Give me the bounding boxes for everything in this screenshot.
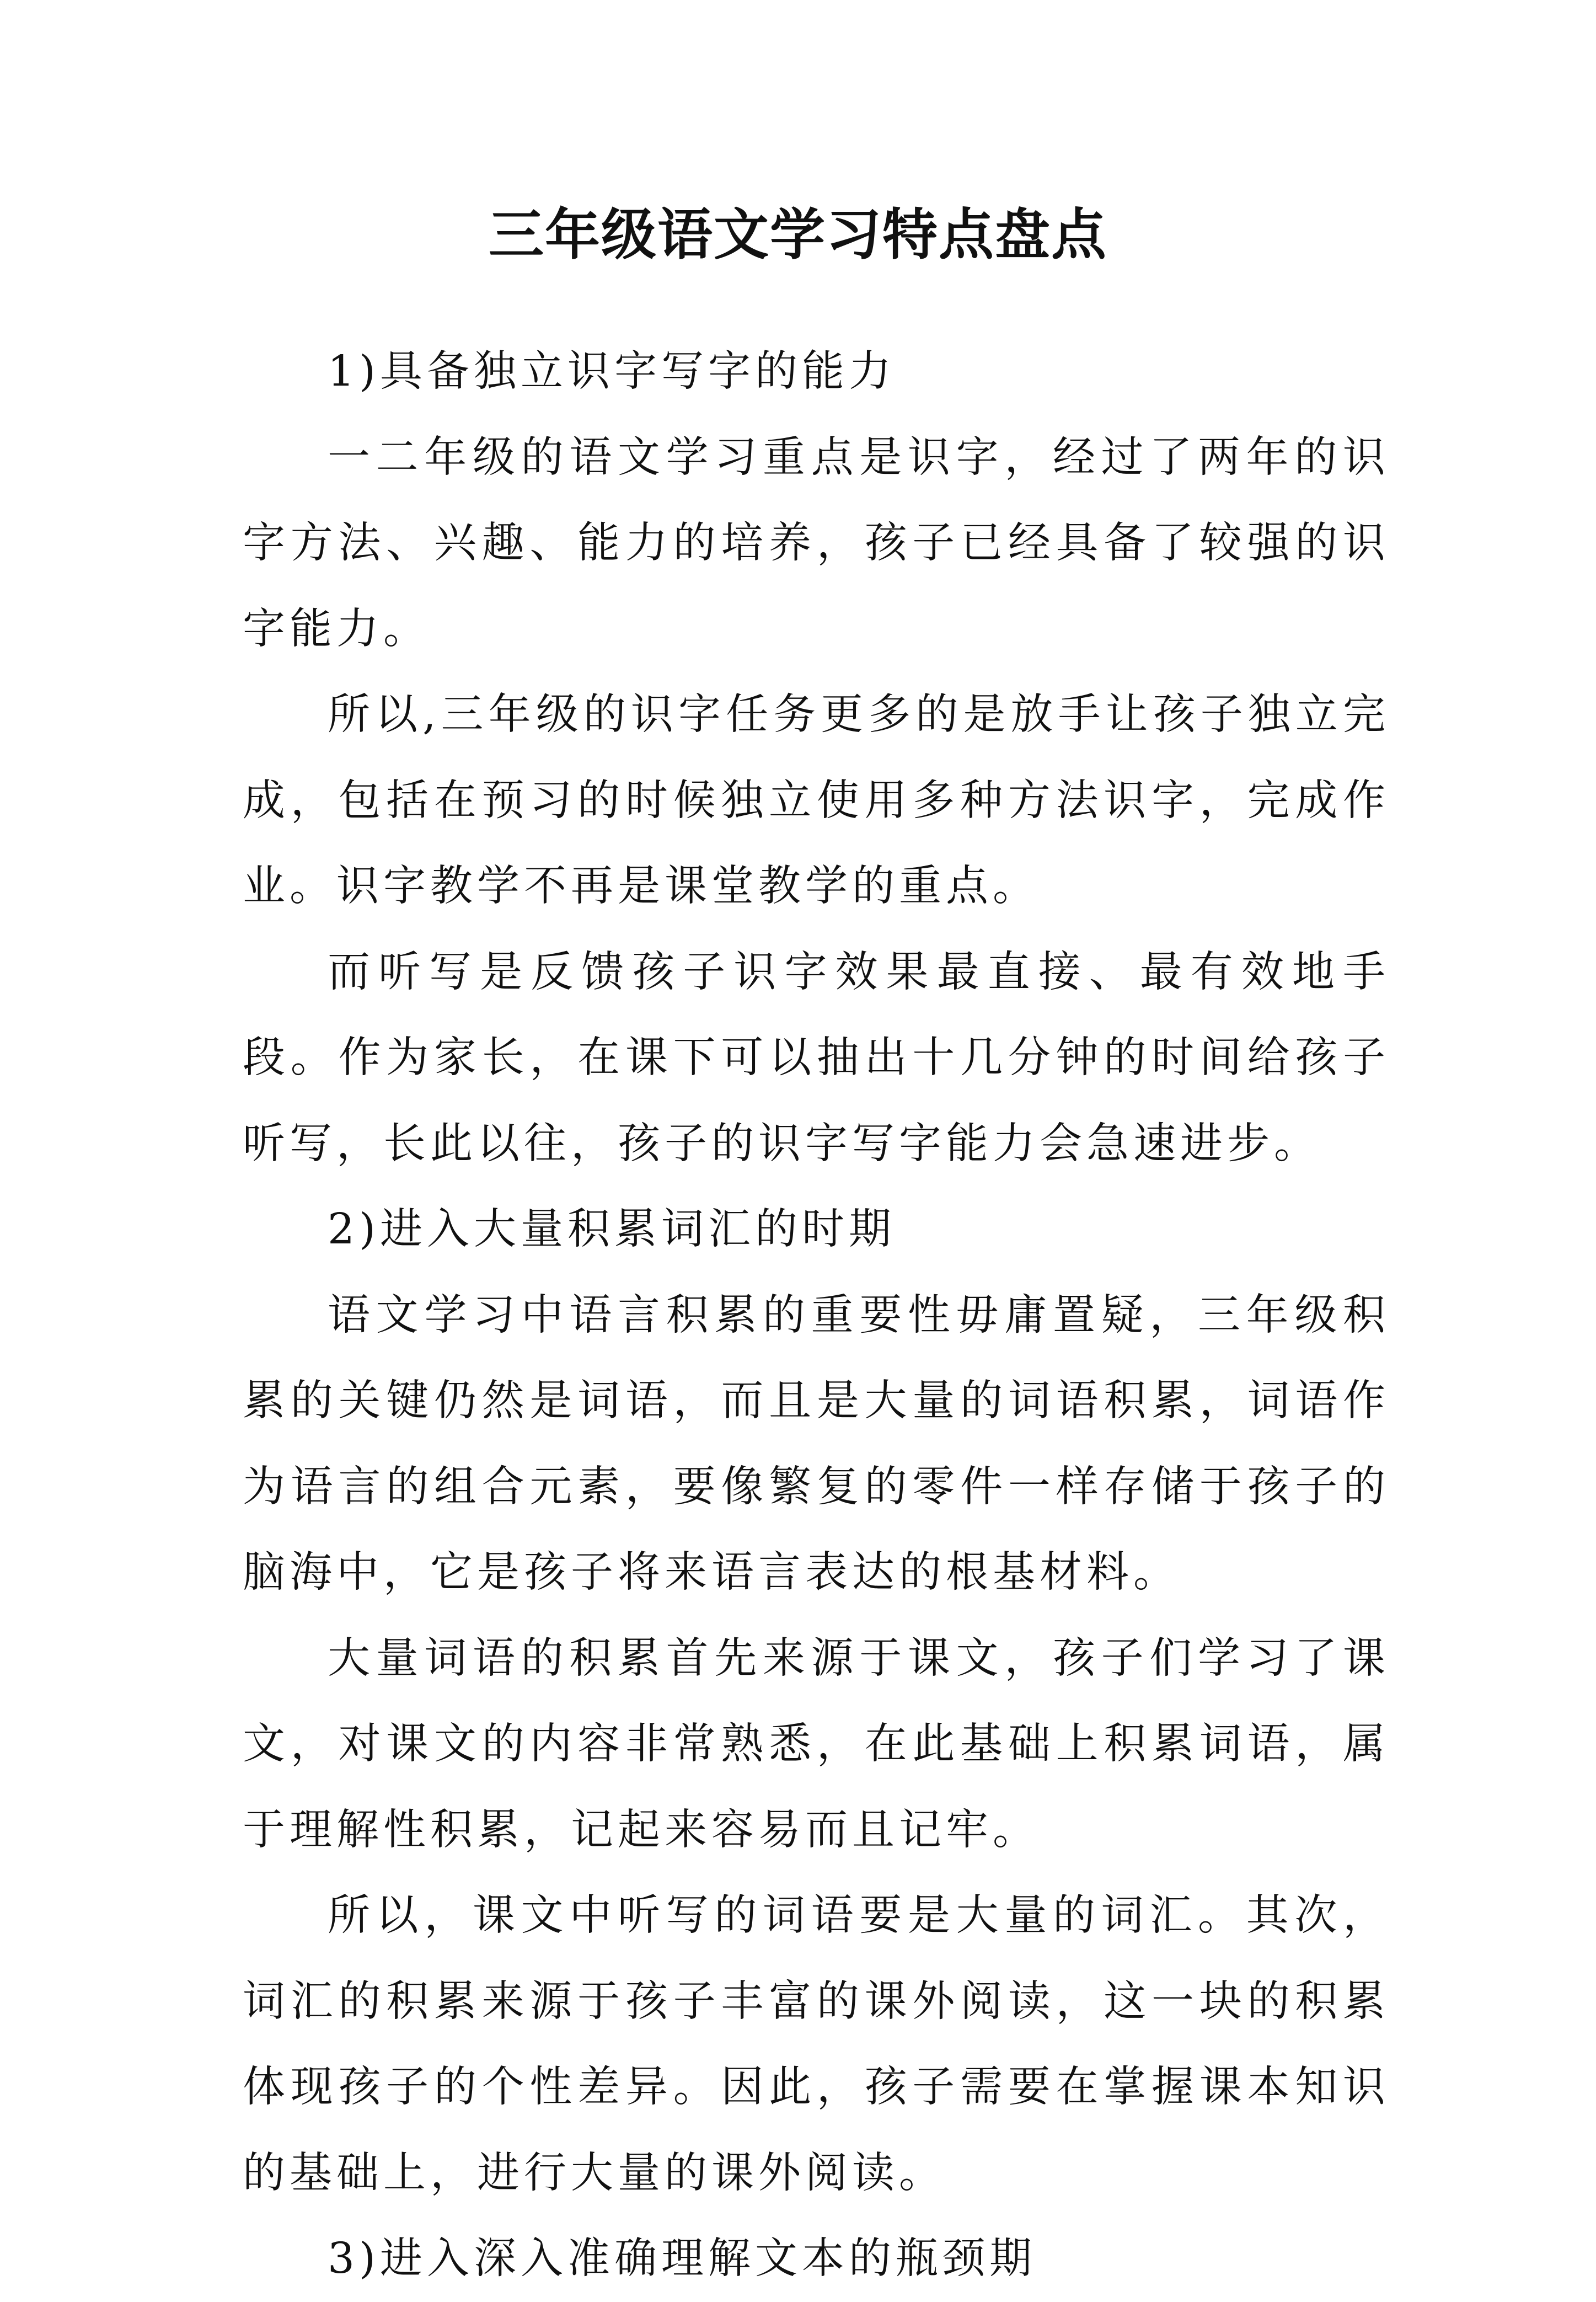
- section-heading-3: 3)进入深入准确理解文本的瓶颈期: [328, 2234, 1037, 2283]
- section-heading-1: 1)具备独立识字写字的能力: [328, 347, 896, 396]
- paragraph: 一二年级的语文学习重点是识字，经过了两年的识字方法、兴趣、能力的培养，孩子已经具备了较强的识字能力。: [243, 432, 1390, 654]
- paragraph: 所以，课文中听写的词语要是大量的词汇。其次，词汇的积累来源于孩子丰富的课外阅读，这一块的积累体现孩子的个性差异。因此，孩子需要在掌握课本知识的基础上，进行大量的课外阅读。: [243, 1891, 1390, 2198]
- paragraph: 语文学习中语言积累的重要性毋庸置疑，三年级积累的关键仍然是词语，而且是大量的词语积累，词语作为语言的组合元素，要像繁复的零件一样存储于孩子的脑海中，它是孩子将来语言表达的根基材料。: [243, 1290, 1390, 1597]
- paragraph: 大量词语的积累首先来源于课文，孩子们学习了课文，对课文的内容非常熟悉，在此基础上积累词语，属于理解性积累，记起来容易而且记牢。: [243, 1633, 1390, 1855]
- document-title: 三年级语文学习特点盘点: [489, 202, 1107, 267]
- paragraph: 所以,三年级的识字任务更多的是放手让孩子独立完成，包括在预习的时候独立使用多种方法识字，完成作业。识字教学不再是课堂教学的重点。: [243, 690, 1390, 911]
- document-body: [243, 329, 1390, 2302]
- section-heading-2: 2)进入大量积累词汇的时期: [328, 1205, 896, 1254]
- paragraph: 而听写是反馈孩子识字效果最直接、最有效地手段。作为家长，在课下可以抽出十几分钟的时间给孩子听写，长此以往，孩子的识字写字能力会急速进步。: [243, 947, 1390, 1168]
